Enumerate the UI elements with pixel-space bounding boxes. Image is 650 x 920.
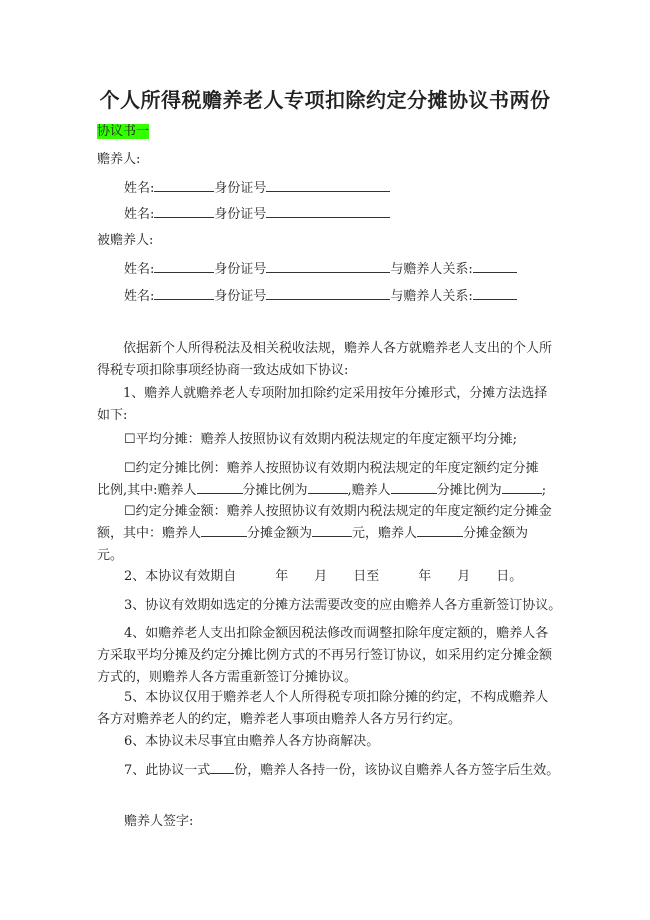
amount-text-1: 额，其中：赡养人 — [97, 526, 202, 541]
name-label: 姓名: — [124, 181, 155, 196]
name-label: 姓名: — [124, 289, 155, 304]
id-label: 身份证号 — [214, 262, 267, 277]
name-blank[interactable] — [154, 204, 214, 218]
supporter-row-2 — [124, 204, 390, 224]
signature-label: 赡养人签字: — [124, 814, 194, 829]
id-blank[interactable] — [266, 259, 390, 273]
name-label: 姓名: — [124, 262, 155, 277]
clause-5: 5、本协议仅用于赡养老人个人所得税专项扣除分摊的约定，不构成赡养人各方对赡养老人的约定，赡养老人事项由赡养人各方另行约定。 — [97, 690, 549, 727]
highlighted-section-label: 协议书一 — [97, 124, 150, 139]
relation-blank[interactable] — [473, 286, 517, 300]
ratio-person-2-blank[interactable] — [391, 480, 437, 494]
option-amount-line-1: ☐约定分摊金额：赡养人按照协议有效期内税法规定的年度定额约定分摊金 — [124, 504, 552, 519]
ratio-text-2: 分摊比例为 — [242, 483, 308, 498]
clause-1: 1、赡养人就赡养老人专项附加扣除约定采用按年分摊形式，分摊方法选择如下: — [97, 386, 548, 423]
option-average: ☐平均分摊：赡养人按照协议有效期内税法规定的年度定额平均分摊; — [124, 432, 518, 447]
name-label: 姓名: — [124, 207, 155, 222]
clause-7 — [124, 760, 584, 782]
id-label: 身份证号 — [214, 207, 267, 222]
option-ratio — [97, 458, 567, 502]
amount-text-3: 元，赡养人 — [352, 526, 418, 541]
supported-row-1 — [124, 259, 517, 279]
ratio-text-1: 比例,其中:赡养人 — [97, 483, 197, 498]
relation-label: 与赡养人关系: — [390, 289, 473, 304]
relation-label: 与赡养人关系: — [390, 262, 473, 277]
name-blank[interactable] — [154, 259, 214, 273]
id-label: 身份证号 — [214, 181, 267, 196]
ratio-person-1-blank[interactable] — [197, 480, 243, 494]
ratio-text-3: ,赡养人 — [347, 483, 391, 498]
amount-value-1-blank[interactable] — [312, 523, 352, 537]
id-blank[interactable] — [266, 178, 390, 192]
ratio-value-1-blank[interactable] — [308, 480, 348, 494]
name-blank[interactable] — [154, 286, 214, 300]
clause-7-text-2: 份，赡养人各持一份，该协议自赡养人各方签字后生效。 — [234, 763, 560, 778]
option-amount-line-2 — [97, 523, 567, 545]
clause-2: 2、本协议有效期自 年 月 日至 年 月 日。 — [124, 569, 523, 584]
option-amount — [97, 501, 567, 567]
clause-3: 3、协议有效期如选定的分摊方法需要改变的应由赡养人各方重新签订协议。 — [124, 598, 562, 613]
ratio-text-4: 分摊比例为 — [436, 483, 502, 498]
clause-4: 4、如赡养老人支出扣除金额因税法修改而调整扣除年度定额的，赡养人各方采取平均分摊及约定分摊比例方式的不再另行签订协议，如采用约定分摊金额方式的，则赡养人各方需重新签订分摊协议。 — [97, 626, 553, 685]
page-title: 个人所得税赡养老人专项扣除约定分摊协议书两份 — [99, 88, 551, 112]
option-amount-line-3: 元。 — [97, 548, 124, 563]
option-ratio-line-2 — [97, 480, 567, 502]
ratio-text-5: ; — [541, 483, 547, 498]
copies-blank[interactable] — [210, 760, 234, 774]
id-blank[interactable] — [266, 286, 390, 300]
supported-row-2 — [124, 286, 517, 306]
amount-person-2-blank[interactable] — [417, 523, 463, 537]
name-blank[interactable] — [154, 178, 214, 192]
id-label: 身份证号 — [214, 289, 267, 304]
ratio-value-2-blank[interactable] — [502, 480, 542, 494]
supporter-row-1 — [124, 178, 390, 198]
intro-paragraph: 依据新个人所得税法及相关税收法规，赡养人各方就赡养老人支出的个人所得税专项扣除事项经协商一致达成如下协议: — [97, 341, 553, 378]
amount-text-4: 分摊金额为 — [463, 526, 529, 541]
amount-person-1-blank[interactable] — [201, 523, 247, 537]
id-blank[interactable] — [266, 204, 390, 218]
option-ratio-line-1: ☐约定分摊比例：赡养人按照协议有效期内税法规定的年度定额约定分摊 — [124, 461, 539, 476]
relation-blank[interactable] — [473, 259, 517, 273]
supported-heading: 被赡养人: — [97, 233, 154, 248]
clause-6: 6、本协议未尽事宜由赡养人各方协商解决。 — [124, 734, 380, 749]
clause-7-text-1: 7、此协议一式 — [124, 763, 211, 778]
supporter-heading: 赡养人: — [97, 152, 141, 167]
amount-text-2: 分摊金额为 — [247, 526, 313, 541]
section-label — [97, 123, 149, 141]
